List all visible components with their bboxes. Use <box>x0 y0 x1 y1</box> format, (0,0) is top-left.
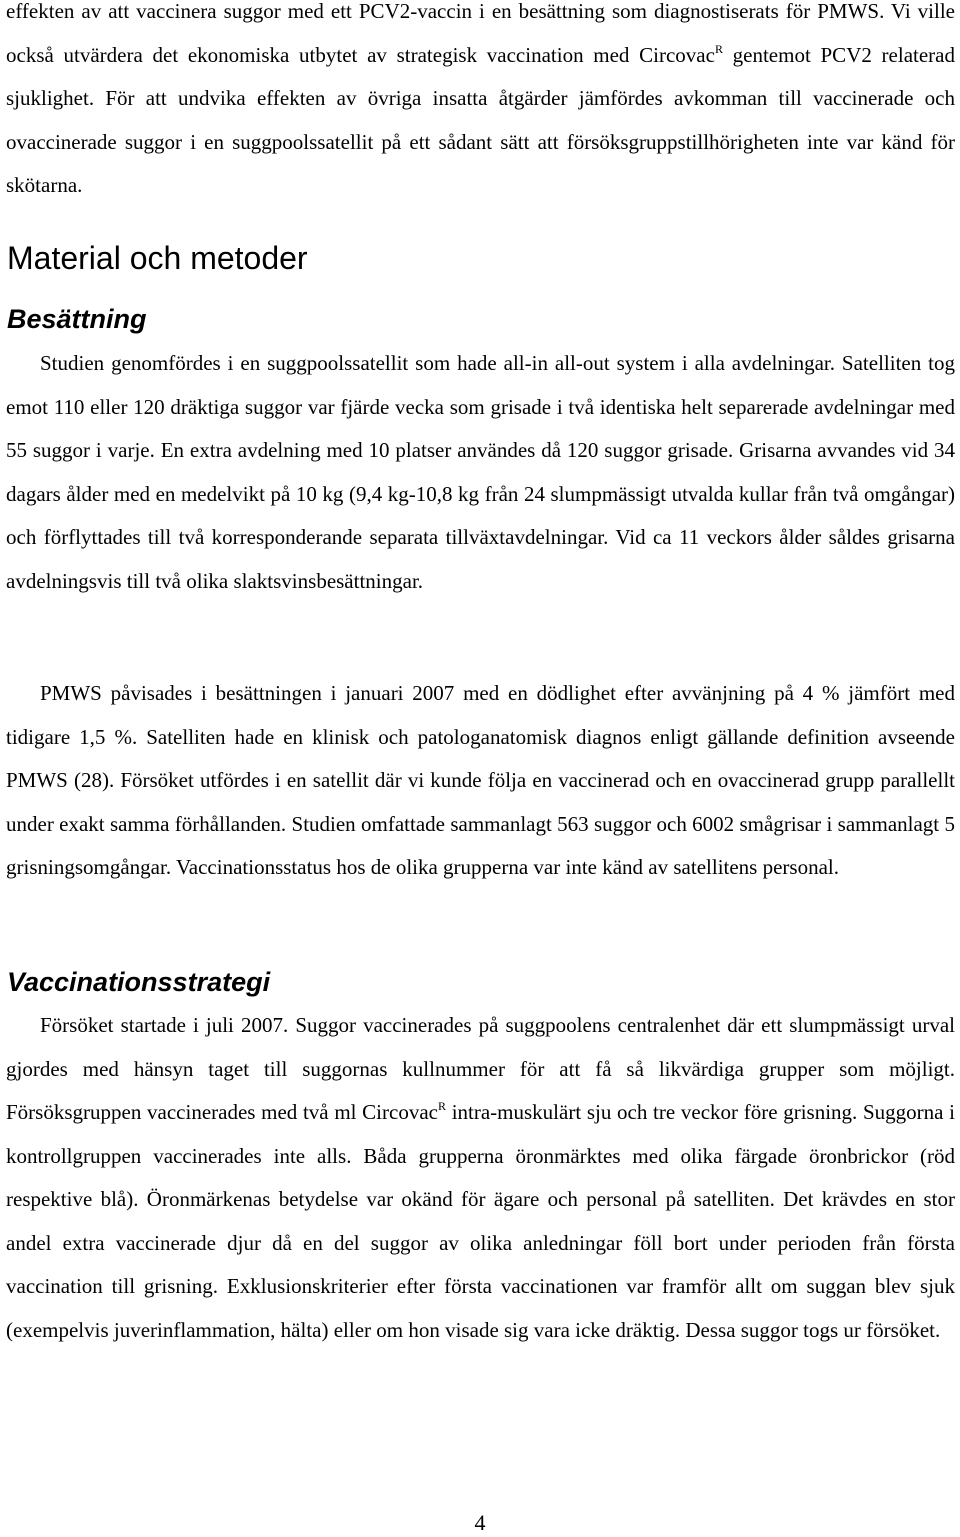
subheading-besattning: Besättning <box>7 304 147 334</box>
strategy-text-part-2: intra-muskulärt sju och tre veckor före grisning. Suggorna i kontrollgruppen vaccinerades inte alls. Båda grupperna öronmärktes med olika färgade öronbrickor (röd respektive blå). Öronmärkenas betydelse var okänd för ägare och personal på satelliten. Det krävdes en stor andel extra vaccinerade djur då en del suggor av olika anledningar föll bort under perioden från första vaccination till grisning. Exklusionskriterier efter första vaccinationen var framför allt om suggan blev sjuk (exempelvis juverinflammation, hälta) eller om hon visade sig vara icke dräktig. Dessa suggor togs ur försöket. <box>6 1100 955 1342</box>
besattning-paragraph-2: PMWS påvisades i besättningen i januari 2007 med en dödlighet efter avvänjning på 4 % jämfört med tidigare 1,5 %. Satelliten hade en klinisk och patologanatomisk diagnos enligt gällande definition avseende PMWS (28). Försöket utfördes i en satellit där vi kunde följa en vaccinerad och en ovaccinerad grupp parallellt under exakt samma förhållanden. Studien omfattade sammanlagt 563 suggor och 6002 smågrisar i sammanlagt 5 grisningsomgångar. Vaccinationsstatus hos de olika grupperna var inte känd av satellitens personal. <box>6 681 955 879</box>
intro-text-part-2: gentemot PCV2 relaterad sjuklighet. För att undvika effekten av övriga insatta åtgärder jämfördes avkomman till vaccinerade och ovaccinerade suggor i en suggpoolssatellit på ett sådant sätt att försöksgruppstillhörigheten inte var känd för skötarna. <box>6 42 955 197</box>
vaccinationsstrategi-paragraph <box>6 1004 955 1352</box>
intro-paragraph <box>6 0 955 208</box>
registered-superscript: R <box>714 41 723 56</box>
subheading-vaccinationsstrategi: Vaccinationsstrategi <box>7 967 271 997</box>
besattning-paragraph-1: Studien genomfördes i en suggpoolssatellit som hade all-in all-out system i alla avdelningar. Satelliten tog emot 110 eller 120 dräktiga suggor var fjärde vecka som grisade i två identiska helt separerade avdelningar med 55 suggor i varje. En extra avdelning med 10 platser användes då 120 suggor grisade. Grisarna avvandes vid 34 dagars ålder med en medelvikt på 10 kg (9,4 kg-10,8 kg från 24 slumpmässigt utvalda kullar från två omgångar) och förflyttades till två korresponderande separata tillväxtavdelningar. Vid ca 11 veckors ålder såldes grisarna avdelningsvis till två olika slaktsvinsbesättningar. <box>6 351 955 593</box>
section-title: Material och metoder <box>7 240 308 276</box>
intro-text-part-1: effekten av att vaccinera suggor med ett PCV2-vaccin i en besättning som diagnostiserats för PMWS. Vi ville också utvärdera det ekonomiska utbytet av strategisk vaccination med Circovac <box>6 0 955 67</box>
strategy-text-part-1: Försöket startade i juli 2007. Suggor vaccinerades på suggpoolens centralenhet där ett slumpmässigt urval gjordes med hänsyn taget till suggornas kullnummer för att få så likvärdiga grupper som möjligt. Försöksgruppen vaccinerades med två ml Circovac <box>6 1013 955 1124</box>
page-number: 4 <box>474 1510 486 1535</box>
registered-superscript: R <box>437 1099 446 1113</box>
